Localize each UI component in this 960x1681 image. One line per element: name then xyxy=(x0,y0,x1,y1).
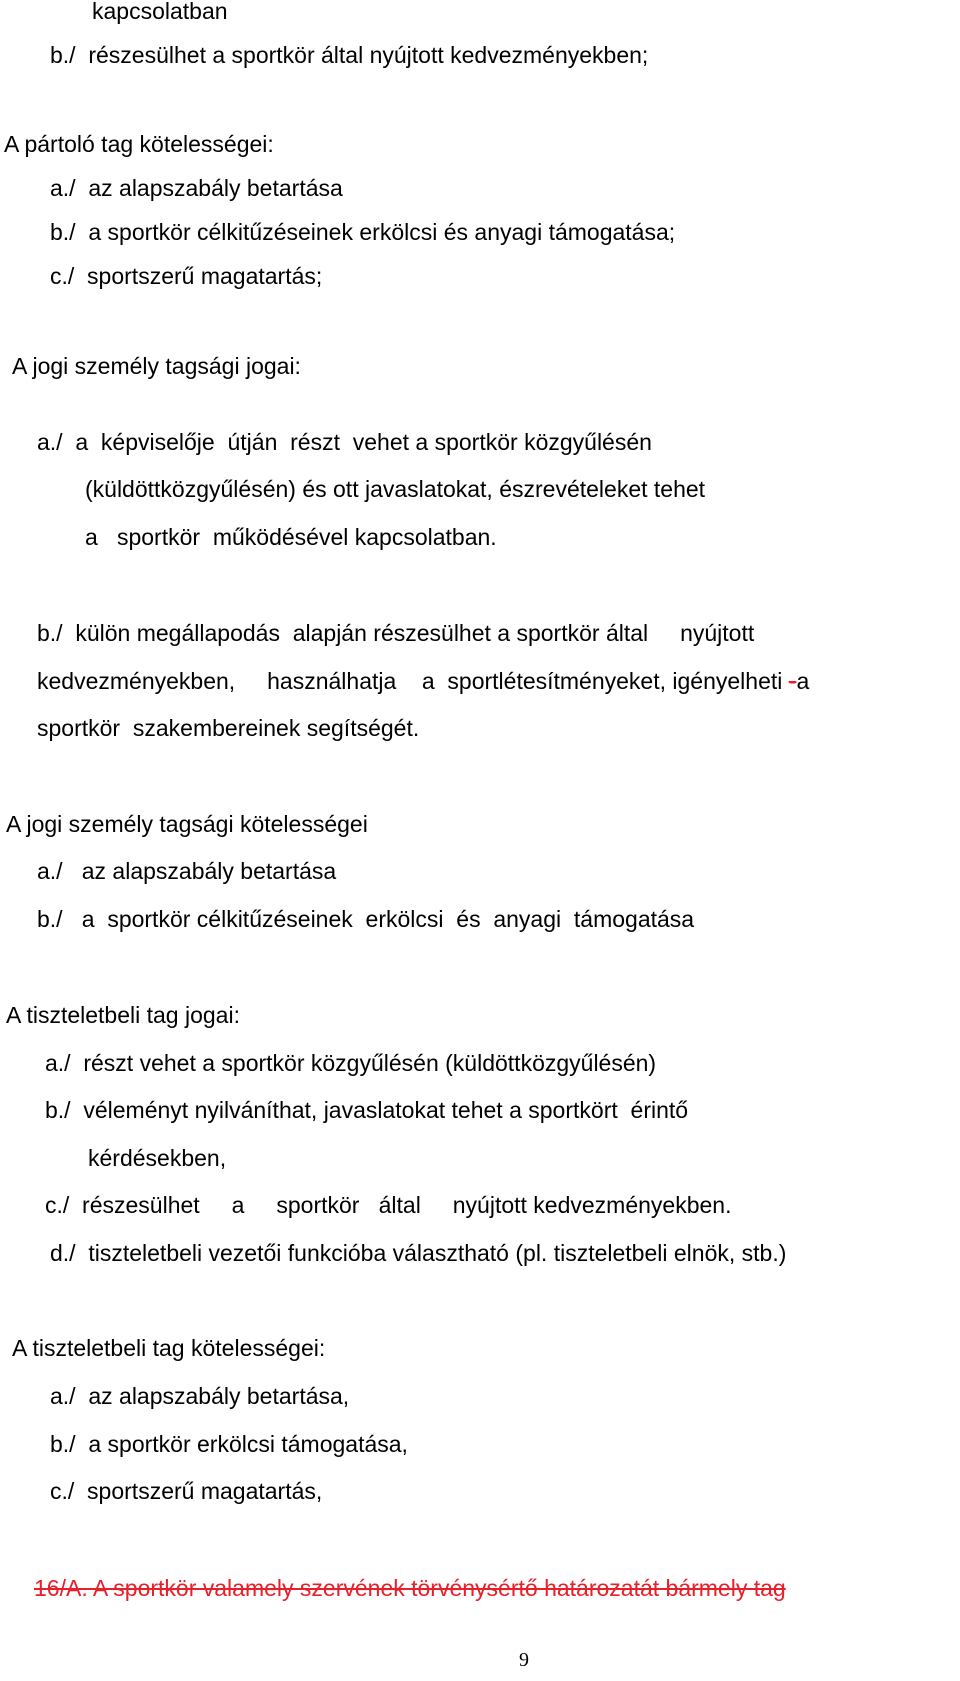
list-item: b./ külön megállapodás alapján részesülhet a sportkör által nyújtott xyxy=(37,620,755,646)
text-run: a xyxy=(796,668,810,694)
page-number: 9 xyxy=(519,1649,529,1671)
list-item: a./ a képviselője útján részt vehet a sportkör közgyűlésén xyxy=(37,429,652,455)
list-item-continuation xyxy=(37,667,809,695)
list-item: c./ részesülhet a sportkör által nyújtott kedvezményekben. xyxy=(45,1192,732,1218)
section-heading-legal-duties: A jogi személy tagsági kötelességei xyxy=(6,811,368,837)
list-item: a./ az alapszabály betartása xyxy=(37,858,337,884)
section-heading-legal-rights: A jogi személy tagsági jogai: xyxy=(12,353,301,379)
deleted-section-heading: 16/A. A sportkör valamely szervének törvénysértő határozatát bármely tag xyxy=(34,1575,786,1601)
list-item-continuation: sportkör szakembereinek segítségét. xyxy=(37,715,420,741)
list-item: d./ tiszteletbeli vezetői funkcióba választható (pl. tiszteletbeli elnök, stb.) xyxy=(50,1240,787,1266)
list-item: b./ véleményt nyilváníthat, javaslatokat tehet a sportkört érintő xyxy=(45,1097,689,1123)
section-heading-honorary-duties: A tiszteletbeli tag kötelességei: xyxy=(12,1335,326,1361)
list-item: b./ a sportkör erkölcsi támogatása, xyxy=(50,1431,408,1457)
text-run: kedvezményekben, használhatja a sportlétesítményeket, igényelheti xyxy=(37,668,789,694)
list-item: c./ sportszerű magatartás, xyxy=(50,1478,323,1504)
list-item: a./ részt vehet a sportkör közgyűlésén (küldöttközgyűlésén) xyxy=(45,1050,657,1076)
list-item-continuation: a sportkör működésével kapcsolatban. xyxy=(85,524,497,550)
list-item-continuation: kérdésekben, xyxy=(88,1145,227,1171)
list-item: b./ a sportkör célkitűzéseinek erkölcsi és anyagi támogatása xyxy=(37,906,695,932)
list-item: a./ az alapszabály betartása xyxy=(50,175,343,201)
section-heading-supporting-duties: A pártoló tag kötelességei: xyxy=(4,131,274,157)
list-item: b./ részesülhet a sportkör által nyújtott kedvezményekben; xyxy=(50,42,649,68)
list-item-continuation: (küldöttközgyűlésén) és ott javaslatokat, észrevételeket tehet xyxy=(85,476,706,502)
list-item: b./ a sportkör célkitűzéseinek erkölcsi és anyagi támogatása; xyxy=(50,219,676,245)
continuation-text: kapcsolatban xyxy=(92,0,228,24)
list-item: c./ sportszerű magatartás; xyxy=(50,263,323,289)
section-heading-honorary-rights: A tiszteletbeli tag jogai: xyxy=(6,1002,240,1028)
list-item: a./ az alapszabály betartása, xyxy=(50,1383,350,1409)
deleted-text: - xyxy=(788,668,797,694)
